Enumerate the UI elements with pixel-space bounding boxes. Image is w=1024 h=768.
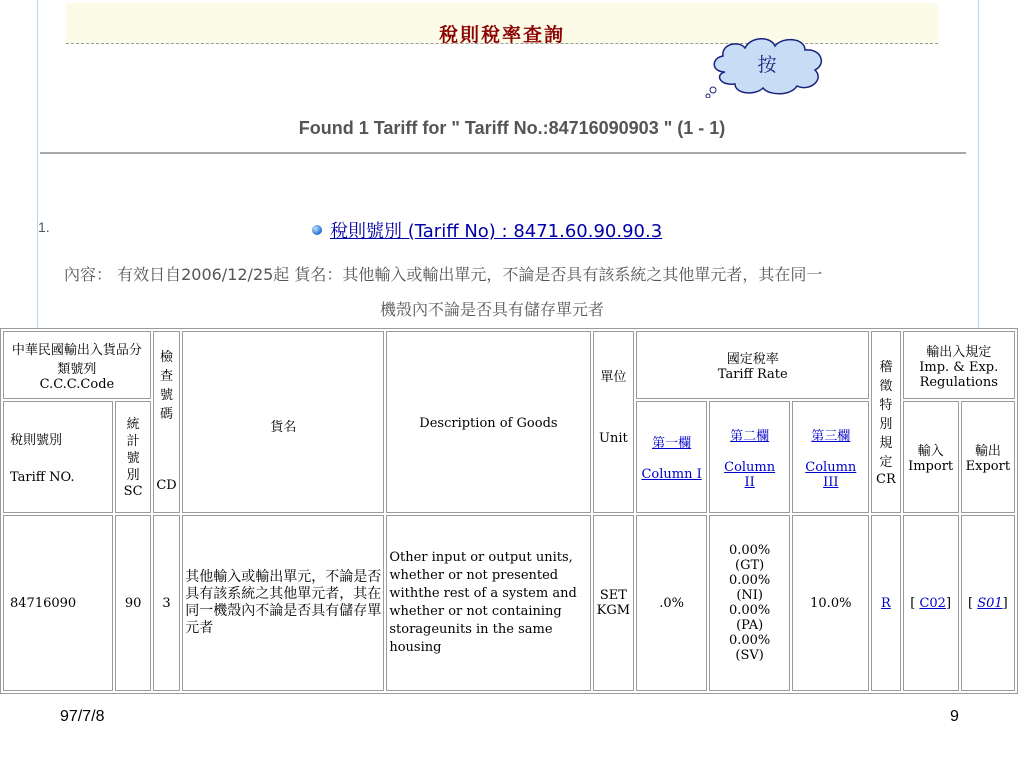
header-description: Description of Goods [386,331,590,513]
cell-column-2-line: (NI) [736,588,763,603]
cell-column-2-line: 0.00% [728,603,771,618]
footer-date: 97/7/8 [60,708,105,725]
header-import [903,401,959,513]
cr-link[interactable]: R [881,595,891,611]
divider [40,152,966,154]
cell-tariff-no: 84716090 [3,515,113,691]
result-index: 1. [38,219,50,235]
header-tariff-no-zh: 稅則號別 [10,433,63,448]
header-unit-zh: 單位 [600,370,627,385]
content-description-line2: 機殼內不論是否具有儲存單元者 [380,300,605,319]
page-title: 稅則稅率查詢 [438,24,565,46]
header-export-zh: 輸出 [974,444,1001,459]
header-imp-exp-en1: Imp. & Exp. [919,359,999,375]
bullet-icon [312,225,322,235]
header-tariff-rate-en: Tariff Rate [717,367,788,382]
header-unit-en: Unit [599,431,628,446]
header-special-rules-zh: 稽徵特別規定 [879,359,893,470]
header-ccc-code [3,331,151,399]
header-imp-exp-regulations [903,331,1016,399]
header-sc [115,401,150,513]
cell-goods-name: 其他輸入或輸出單元，不論是否具有該系統之其他單元者，其在同一機殼內不論是否具有儲存單元者 [182,515,384,691]
cell-column-2-line: (SV) [735,648,764,663]
cell-column-2-line: 0.00% [728,573,771,588]
search-result-summary: Found 1 Tariff for " Tariff No.:84716090903 " (1 - 1) [298,118,726,138]
header-tariff-no [3,401,113,513]
tariff-number-link[interactable] [312,217,662,243]
header-column-2[interactable] [709,401,790,513]
cell-unit: SET KGM [593,515,635,691]
header-column-2-en-link[interactable]: Column II [724,459,776,490]
cell-cr[interactable] [871,515,900,691]
header-goods-name: 貨名 [182,331,384,513]
cell-column-1: .0% [636,515,707,691]
header-export-en: Export [965,459,1011,474]
header-sc-en: SC [123,483,143,499]
footer-page-number: 9 [950,708,959,725]
header-column-3-link[interactable]: 第三欄 [811,428,851,444]
header-cd: CD [156,478,177,493]
header-column-1[interactable] [636,401,707,513]
header-export [961,401,1015,513]
cell-column-2-line: 0.00% [728,633,771,648]
header-tariff-rate-zh: 國定稅率 [726,352,779,367]
tariff-table [0,328,1018,694]
header-imp-exp-en2: Regulations [919,374,998,390]
cell-column-3: 10.0% [792,515,869,691]
cell-import[interactable]: [ C02] [903,515,959,691]
content-description-line1: 內容： 有效日自2006/12/25起 貨名：其他輸入或輸出單元，不論是否具有該系統之其他單元者，其在同一 [64,265,823,284]
cell-column-2-line: (GT) [735,558,765,573]
header-check-number-zh: 檢查號碼 [160,350,174,422]
cell-sc: 90 [115,515,150,691]
cell-column-2-line: (PA) [736,618,764,633]
header-import-zh: 輸入 [917,444,944,459]
tariff-number-link-text[interactable]: 稅則號別 (Tariff No) : 8471.60.90.90.3 [330,221,663,242]
cell-column-2 [709,515,790,691]
import-regulation-link[interactable]: C02 [919,595,946,611]
header-import-en: Import [908,459,954,474]
header-tariff-no-en: Tariff NO. [10,470,75,485]
header-column-2-link[interactable]: 第二欄 [730,428,770,444]
table-row [3,515,1015,691]
header-column-1-link[interactable]: 第一欄 [652,436,692,451]
cell-description: Other input or output units, whether or not presented withthe rest of a system and whether or not containing storageunits in the same housing [386,515,590,691]
cell-column-2-line: 0.00% [728,543,771,558]
header-special-rules-en: CR [876,471,896,487]
header-check-number [153,331,180,513]
header-ccc-code-en: C.C.C.Code [39,376,115,392]
cell-cd: 3 [153,515,180,691]
cloud-label: 按 [757,54,777,76]
header-column-3-en-link[interactable]: Column III [805,459,857,490]
header-column-1-en-link[interactable]: Column I [641,467,702,482]
header-unit [593,331,635,513]
header-tariff-rate [636,331,869,399]
header-sc-zh: 統計號別 [126,416,140,483]
header-ccc-code-zh: 中華民國輸出入貨品分類號列 [11,342,142,377]
export-regulation-link[interactable]: S01 [977,595,1003,611]
header-imp-exp-zh: 輸出入規定 [926,344,992,360]
header-special-rules [871,331,900,513]
cell-export[interactable]: [ S01] [961,515,1015,691]
header-column-3[interactable] [792,401,869,513]
